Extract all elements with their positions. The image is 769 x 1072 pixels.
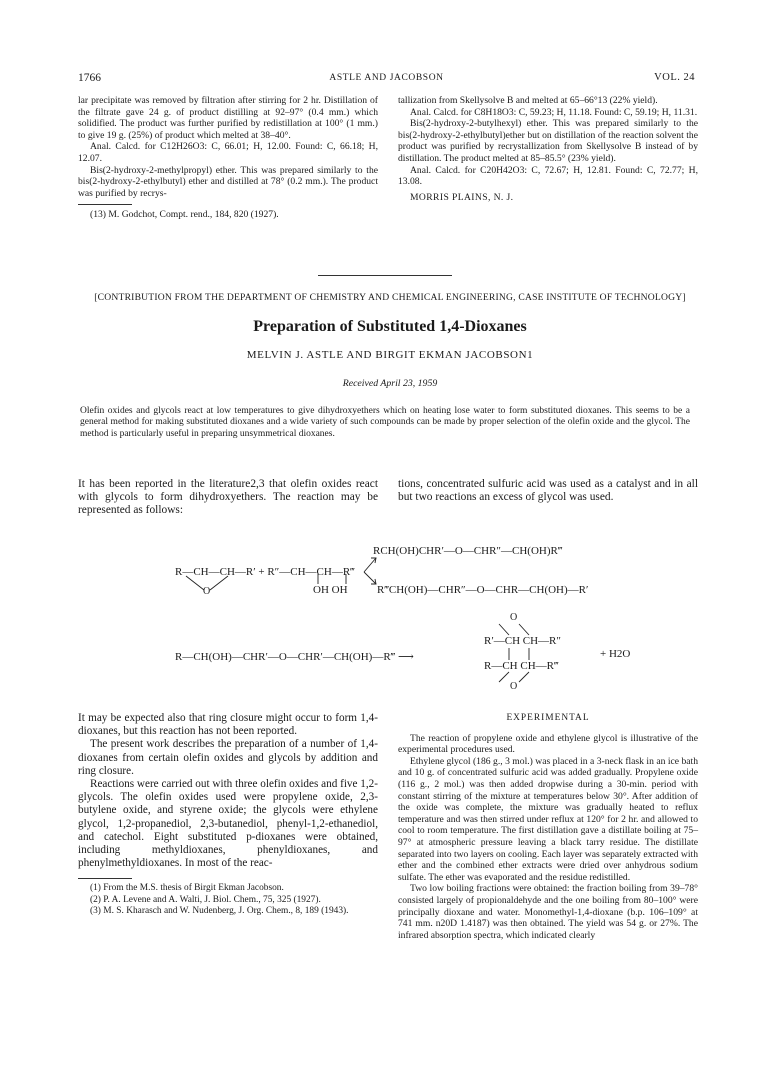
paragraph: Two low boiling fractions were obtained: the fraction boiling from 39–78° consisted largely of propionaldehyde and the one boiling from 80–100° were principally dioxane and water. Monomethyl-1,4-dioxane (b.p. 106–109° at 741 mm. n20D 1.4187) was then obtained. The yield was 54 g. or 27%. The infrared absorption spectra, which indicated clearly bbox=[398, 883, 698, 941]
eq2-ring-row-2: R—CH CH—R‴ bbox=[484, 660, 559, 672]
paragraph: Reactions were carried out with three olefin oxides and five 1,2-glycols. The olefin oxides used were propylene oxide, 2,3-butylene oxide, and styrene oxide; the glycols were ethylene glycol, 1,2-propanediol, 2,3-butanediol, phenyl-1,2-ethanediol, and catechol. Eight substituted p-dioxanes were obtained, including methyldioxanes, phenyldioxanes, and phenylmethyldioxanes. In most of the reac- bbox=[78, 778, 378, 870]
prev-article-right-column bbox=[398, 95, 698, 203]
eq2-reactant: R—CH(OH)—CHR′—O—CHR′—CH(OH)—R‴ ⟶ bbox=[175, 651, 414, 663]
eq1-product-top: RCH(OH)CHR′—O—CHR″—CH(OH)R‴ bbox=[373, 545, 563, 557]
eq1-product-bottom: R‴CH(OH)—CHR″—O—CHR—CH(OH)—R′ bbox=[377, 584, 589, 596]
intro-right: tions, concentrated sulfuric acid was used as a catalyst and in all but two reactions an excess of glycol was used. bbox=[398, 478, 698, 504]
page-number: 1766 bbox=[78, 72, 101, 84]
received-date: Received April 23, 1959 bbox=[342, 378, 438, 389]
analysis-paragraph: Anal. Calcd. for C8H18O3: C, 59.23; H, 11.18. Found: C, 59.19; H, 11.31. bbox=[410, 106, 698, 118]
paragraph: lar precipitate was removed by filtration after stirring for 2 hr. Distillation of the filtrate gave 24 g. of product distilling at 92–97° (0.4 mm.) which solidified. The product was further purified by redistillation at 100° (1 mm.) to give 19 g. (25%) of product which melted at 38–40°. bbox=[78, 95, 378, 141]
volume-label: VOL. 24 bbox=[654, 72, 695, 83]
analysis-paragraph: Anal. Calcd. for C12H26O3: C, 66.01; H, 12.00. Found: C, 66.18; H, 12.07. bbox=[78, 141, 378, 164]
paragraph: Bis(2-hydroxy-2-methylpropyl) ether. This was prepared similarly to the bis(2-hydroxy-2-ethylbutyl) ether and distilled at 78° (0.2 mm.). The product was purified by recrys- bbox=[78, 164, 378, 199]
running-header bbox=[78, 72, 695, 86]
author-line: MELVIN J. ASTLE AND BIRGIT EKMAN JACOBSON1 bbox=[246, 349, 534, 361]
footnote: (1) From the M.S. thesis of Birgit Ekman Jacobson. bbox=[90, 883, 284, 894]
intro-left: It has been reported in the literature2,3 that olefin oxides react with glycols to form dihydroxyethers. The reaction may be represented as follows: bbox=[78, 478, 378, 517]
paragraph: Ethylene glycol (186 g., 3 mol.) was placed in a 3-neck flask in an ice bath and 10 g. of concentrated sulfuric acid was added gradually. Propylene oxide (116 g., 2 mol.) was then added dropwise during a 30-min. period with constant stirring of the mixture at temperatures below 30°. After addition of the oxide was complete, the mixture was gradually heated to reflux temperature and was then stirred under reflux at 120° for 2 hr. and allowed to cool to room temperature. The first distillation gave a distillate boiling at 75–97° at atmospheric pressure leaving a black tarry residue. The distillate separated into two layers on cooling. Each layer was separately extracted with ether and the combined ether extracts were dried over anhydrous sodium sulfate. The ether was evaporated and the residue redistilled. bbox=[398, 755, 698, 883]
paragraph: The present work describes the preparation of a number of 1,4-dioxanes from certain olefin oxides and glycols by addition and ring closure. bbox=[78, 738, 378, 777]
eq2-ring-bonds bbox=[495, 622, 545, 684]
prev-article-left-column bbox=[78, 95, 378, 221]
running-title: ASTLE AND JACOBSON bbox=[329, 73, 444, 83]
eq2-ring-oxygen-top: O bbox=[510, 612, 518, 623]
section-heading: EXPERIMENTAL bbox=[506, 713, 590, 723]
eq2-ring-row-1: R′—CH CH—R″ bbox=[484, 635, 561, 647]
section-divider bbox=[318, 275, 452, 276]
body-right-column bbox=[398, 713, 698, 941]
paragraph: Bis(2-hydroxy-2-butylhexyl) ether. This was prepared similarly to the bis(2-hydroxy-2-ethylbutyl)ether but on distillation of the reaction solvent the product was purified by recrystallization from Skellysolve B instead of by distillation. The product melted at 85–85.5° (23% yield). bbox=[398, 118, 698, 164]
paragraph: It may be expected also that ring closure might occur to form 1,4-dioxanes, but this reaction has not been reported. bbox=[78, 712, 378, 738]
paragraph: tallization from Skellysolve B and melted at 65–66°13 (22% yield). bbox=[398, 95, 658, 106]
footnote: (2) P. A. Levene and A. Walti, J. Biol. Chem., 75, 325 (1927). bbox=[90, 894, 321, 905]
footnote-rule bbox=[78, 878, 132, 879]
footnote: (3) M. S. Kharasch and W. Nudenberg, J. Org. Chem., 8, 189 (1943). bbox=[90, 905, 349, 916]
paragraph: The reaction of propylene oxide and ethylene glycol is illustrative of the experimental procedures used. bbox=[398, 732, 698, 756]
eq1-reactants: R—CH—CH—R′ + R″—CH—CH—R‴ bbox=[175, 566, 355, 578]
eq1-branch-arrows bbox=[362, 554, 392, 588]
eq1-glycol-oh: OH OH bbox=[313, 584, 348, 596]
eq1-epoxide-bonds bbox=[182, 570, 242, 592]
footnote: (13) M. Godchot, Compt. rend., 184, 820 (1927). bbox=[90, 209, 279, 221]
eq2-water: + H2O bbox=[600, 648, 631, 660]
body-left-column bbox=[78, 712, 378, 917]
contribution-line: [CONTRIBUTION FROM THE DEPARTMENT OF CHEMISTRY AND CHEMICAL ENGINEERING, CASE INSTITUTE OF TECHNOLOGY] bbox=[94, 292, 686, 303]
eq1-epoxide-o: O bbox=[203, 586, 211, 597]
analysis-paragraph: Anal. Calcd. for C20H42O3: C, 72.67; H, 12.81. Found: C, 72.77; H, 13.08. bbox=[398, 164, 698, 188]
eq2-ring-oxygen-bottom: O bbox=[510, 681, 518, 692]
abstract: Olefin oxides and glycols react at low temperatures to give dihydroxyethers which on heating lose water to form substituted dioxanes. This seems to be a general method for making substituted dioxanes and a wide variety of such compounds can be made by proper selection of the olefin oxide and the glycol. The method is particularly useful in preparing unsymmetrical dioxanes. bbox=[80, 406, 690, 439]
article-title: Preparation of Substituted 1,4-Dioxanes bbox=[253, 318, 527, 335]
place-line: MORRIS PLAINS, N. J. bbox=[410, 191, 514, 203]
footnote-rule bbox=[78, 204, 132, 205]
